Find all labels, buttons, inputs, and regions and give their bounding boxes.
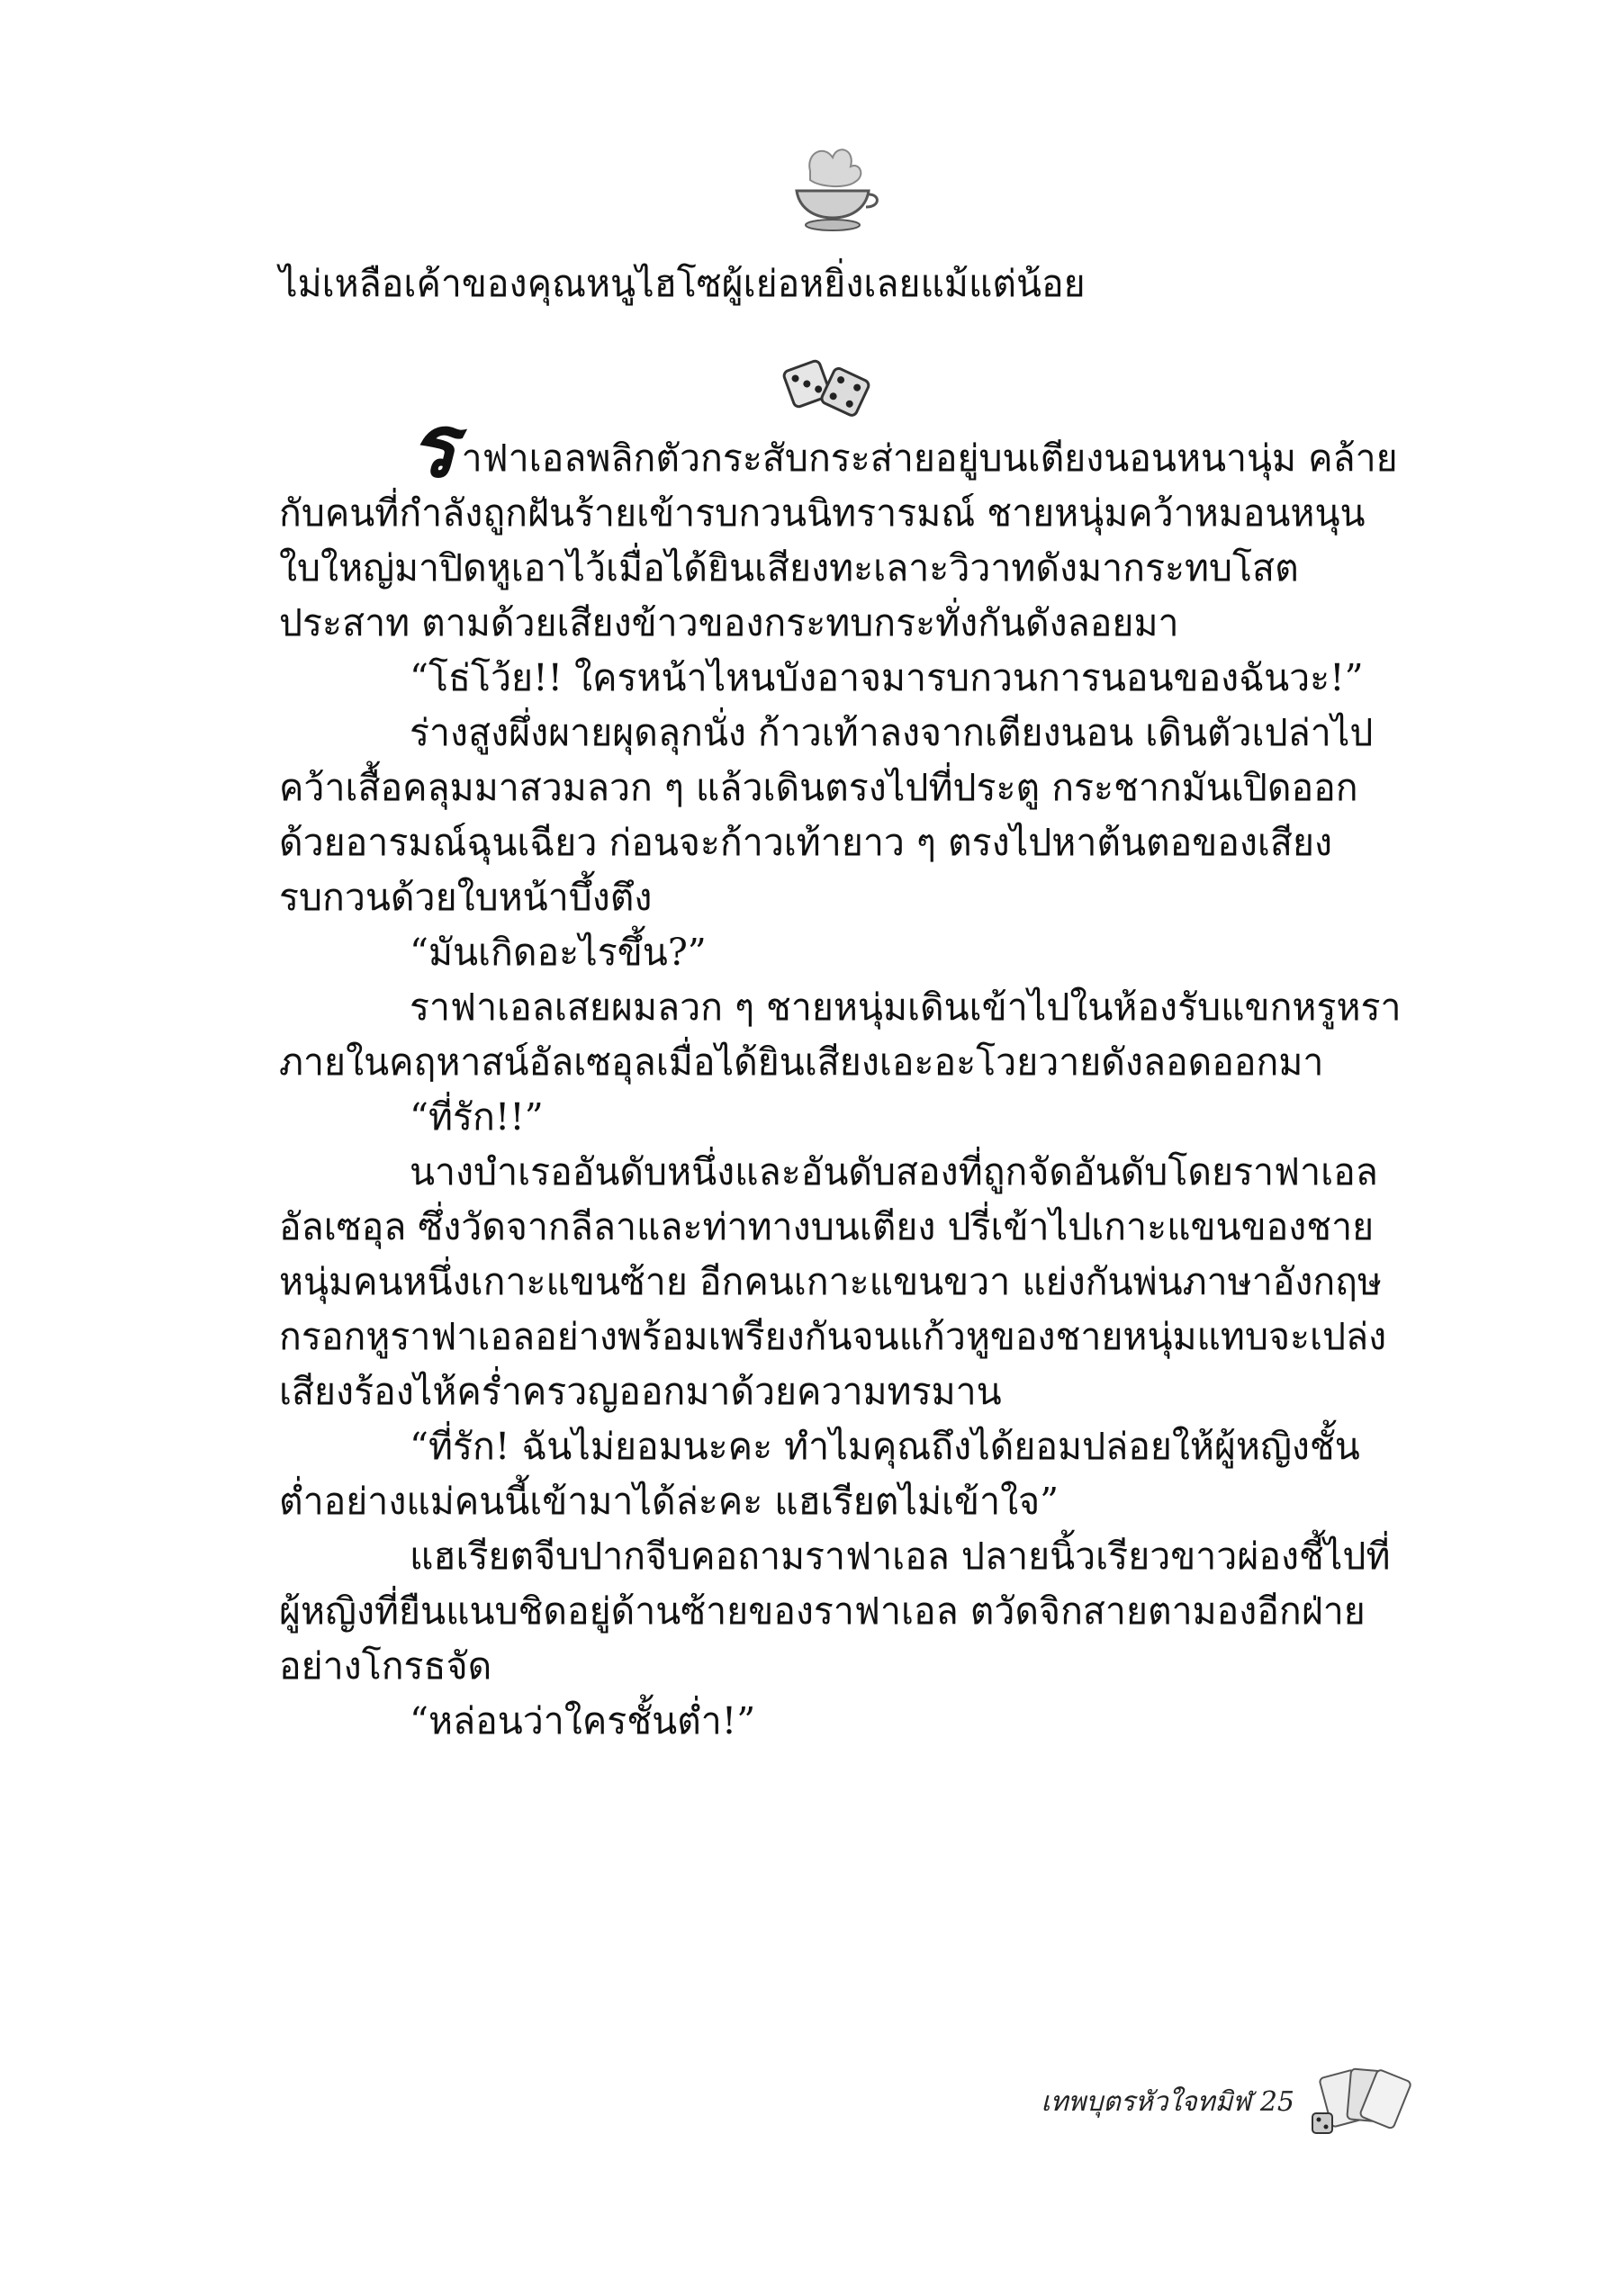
drop-cap: ร xyxy=(410,395,456,497)
page-number: 25 xyxy=(1259,2085,1294,2118)
paragraph-3: ร่างสูงผึ่งผายผุดลุกนั่ง ก้าวเท้าลงจากเตียงนอน เดินตัวเปล่าไปคว้าเสื้อคลุมมาสวมลวก ๆ แล้วเดินตรงไปที่ประตู กระชากมันเปิดออกด้วยอารมณ์ฉุนเฉียว ก่อนจะก้าวเท้ายาว ๆ ตรงไปหาต้นตอของเสียงรบกวนด้วยใบหน้าบึ้งตึง xyxy=(279,711,1374,919)
paragraph-4: “มันเกิดอะไรขึ้น?” xyxy=(410,931,707,974)
dice-icon xyxy=(781,351,871,423)
paragraph-6: “ที่รัก!!” xyxy=(410,1095,544,1139)
playing-cards-icon xyxy=(1303,2061,1411,2142)
main-text xyxy=(279,395,1404,1749)
teacup-ornament-icon xyxy=(783,135,882,234)
paragraph-9: แฮเรียตจีบปากจีบคอถามราฟาเอล ปลายนิ้วเรียวขาวผ่องชี้ไปที่ผู้หญิงที่ยืนแนบชิดอยู่ด้านซ้ายของราฟาเอล ตวัดจิกสายตามองอีกฝ่ายอย่างโกรธจัด xyxy=(279,1535,1391,1688)
paragraph-1: ราฟาเอลพลิกตัวกระสับกระส่ายอยู่บนเตียงนอนหนานุ่ม คล้ายกับคนที่กำลังถูกฝันร้ายเข้ารบกวนนิทรารมณ์ ชายหนุ่มคว้าหมอนหนุนใบใหญ่มาปิดหูเอาไว้เมื่อได้ยินเสียงทะเลาะวิวาทดังมากระทบโสตประสาท ตามด้วยเสียงข้าวของกระทบกระทั่งกันดังลอยมา xyxy=(279,395,1398,644)
paragraph-2: “โธ่โว้ย!! ใครหน้าไหนบังอาจมารบกวนการนอนของฉันวะ!” xyxy=(410,656,1364,699)
book-title: เทพบุตรหัวใจทมิฬ xyxy=(1041,2085,1251,2118)
page-footer xyxy=(1041,2061,1411,2142)
paragraph-10: “หล่อนว่าใครชั้นต่ำ!” xyxy=(410,1699,756,1742)
paragraph-5: ราฟาเอลเสยผมลวก ๆ ชายหนุ่มเดินเข้าไปในห้องรับแขกหรูหราภายในคฤหาสน์อัลเซอุลเมื่อได้ยินเสียงเอะอะโวยวายดังลอดออกมา xyxy=(279,986,1402,1084)
paragraph-8: “ที่รัก! ฉันไม่ยอมนะคะ ทำไมคุณถึงได้ยอมปล่อยให้ผู้หญิงชั้นต่ำอย่างแม่คนนี้เข้ามาได้ล่ะคะ แฮเรียตไม่เข้าใจ” xyxy=(279,1425,1360,1523)
lead-line xyxy=(279,257,1404,311)
lead-line-text: ไม่เหลือเค้าของคุณหนูไฮโซผู้เย่อหยิ่งเลยแม้แต่น้อย xyxy=(279,262,1086,305)
paragraph-7: นางบำเรออันดับหนึ่งและอันดับสองที่ถูกจัดอันดับโดยราฟาเอล อัลเซอุล ซึ่งวัดจากลีลาและท่าทางบนเตียง ปรี่เข้าไปเกาะแขนของชายหนุ่มคนหนึ่งเกาะแขนซ้าย อีกคนเกาะแขนขวา แย่งกันพ่นภาษาอังกฤษกรอกหูราฟาเอลอย่างพร้อมเพรียงกันจนแก้วหูของชายหนุ่มแทบจะเปล่งเสียงร้องไห้คร่ำครวญออกมาด้วยความทรมาน xyxy=(279,1150,1387,1413)
